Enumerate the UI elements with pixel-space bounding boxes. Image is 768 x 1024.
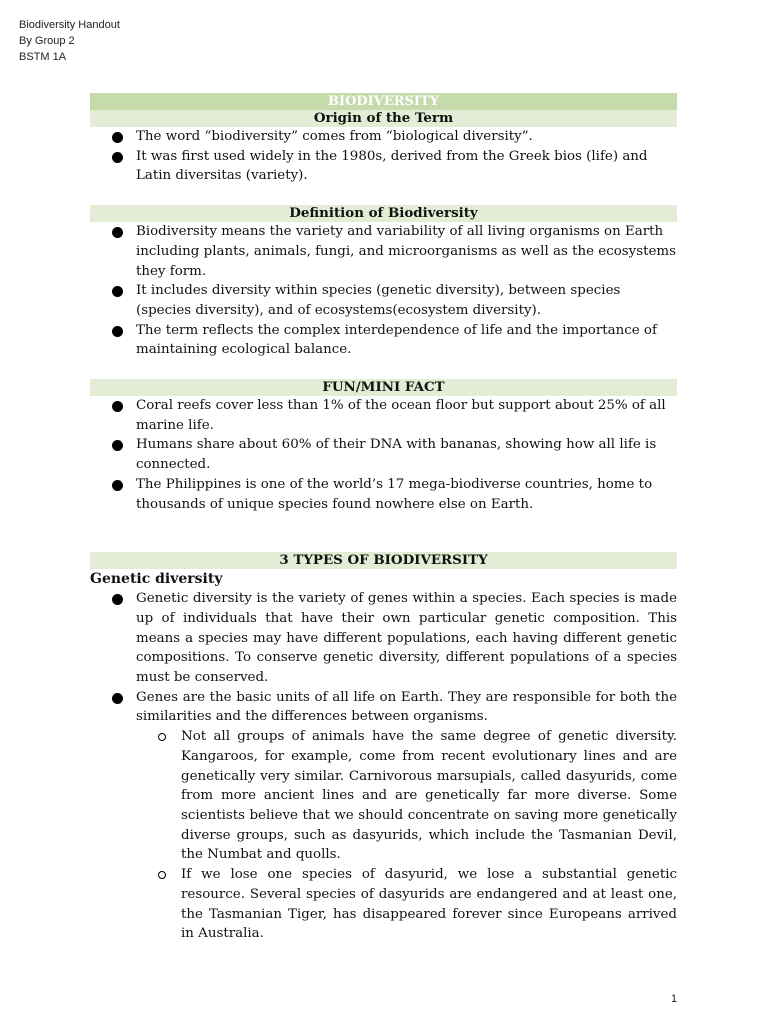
- list-item: [90, 396, 677, 435]
- bullet-icon: [112, 594, 123, 605]
- bullet-icon: [112, 693, 123, 704]
- list-item-text: Genes are the basic units of all life on Earth. They are responsible for both the similarities and the differences between organisms.: [136, 689, 677, 725]
- genetic-list: [90, 589, 677, 944]
- list-item-text: It includes diversity within species (genetic diversity), between species (species diversity), and of ecosystems(ecosystem diversity).: [136, 283, 621, 318]
- bullet-icon: [112, 480, 123, 491]
- bullet-icon: [112, 401, 123, 412]
- header-group: By Group 2: [19, 35, 75, 47]
- document-header: [19, 17, 120, 65]
- header-title: Biodiversity Handout: [19, 19, 120, 31]
- sub-list-item-text: If we lose one species of dasyurid, we lose a substantial genetic resource. Several species of dasyurids are endangered and at least one, the Tasmanian Tiger, has disappeared forever since Europeans arrived in Australia.: [181, 867, 677, 942]
- fun-fact-list: [90, 396, 677, 514]
- list-item: [90, 475, 677, 514]
- list-item-text: Humans share about 60% of their DNA with bananas, showing how all life is connected.: [136, 437, 657, 473]
- header-section: BSTM 1A: [19, 51, 67, 63]
- origin-heading: Origin of the Term: [90, 110, 677, 127]
- hollow-bullet-icon: [158, 871, 166, 879]
- origin-list: [90, 127, 677, 186]
- list-item-text: The Philippines is one of the world’s 17 mega-biodiverse countries, home to thousands of unique species found nowhere else on Earth.: [136, 476, 653, 512]
- genetic-diversity-label: Genetic diversity: [90, 571, 223, 588]
- document-body: [90, 93, 677, 944]
- bullet-icon: [112, 440, 123, 451]
- hollow-bullet-icon: [158, 733, 166, 741]
- sub-list-item: [136, 727, 677, 865]
- page-title: BIODIVERSITY: [90, 93, 677, 110]
- types-heading: 3 TYPES OF BIODIVERSITY: [90, 552, 677, 569]
- list-item: [90, 222, 677, 281]
- bullet-icon: [112, 326, 123, 337]
- list-item: [90, 281, 677, 320]
- list-item-text: It was first used widely in the 1980s, derived from the Greek bios (life) and Latin diversitas (variety).: [136, 148, 648, 184]
- list-item-text: The term reflects the complex interdependence of life and the importance of maintaining ecological balance.: [136, 322, 657, 358]
- list-item-text: The word “biodiversity” comes from “biological diversity”.: [136, 129, 533, 144]
- list-item-text: Genetic diversity is the variety of genes within a species. Each species is made up of individuals that have their own particular genetic composition. This means a species may have different populations, each having different genetic compositions. To conserve genetic diversity, different populations of a species must be conserved.: [136, 591, 677, 686]
- bullet-icon: [112, 152, 123, 163]
- genetic-sub-list: [136, 727, 677, 944]
- bullet-icon: [112, 227, 123, 238]
- list-item-text: Coral reefs cover less than 1% of the ocean floor but support about 25% of all marine life.: [136, 398, 666, 433]
- sub-list-item-text: Not all groups of animals have the same degree of genetic diversity. Kangaroos, for example, come from recent evolutionary lines and are genetically very similar. Carnivorous marsupials, called dasyurids, come from more ancient lines and are genetically far more diverse. Some scientists believe that we should concentrate on saving more genetically diverse groups, such as dasyurids, which include the Tasmanian Devil, the Numbat and quolls.: [181, 729, 677, 863]
- list-item: [90, 435, 677, 474]
- fun-fact-heading: FUN/MINI FACT: [90, 379, 677, 396]
- bullet-icon: [112, 132, 123, 143]
- bullet-icon: [112, 286, 123, 297]
- definition-heading: Definition of Biodiversity: [90, 205, 677, 222]
- list-item: [90, 589, 677, 688]
- list-item-text: Biodiversity means the variety and variability of all living organisms on Earth including plants, animals, fungi, and microorganisms as well as the ecosystems they form.: [136, 224, 676, 279]
- definition-list: [90, 222, 677, 360]
- list-item: [90, 688, 677, 944]
- list-item: [90, 321, 677, 360]
- list-item: [90, 147, 677, 186]
- sub-list-item: [136, 865, 677, 944]
- page-number: 1: [671, 993, 678, 1005]
- list-item: [90, 127, 677, 147]
